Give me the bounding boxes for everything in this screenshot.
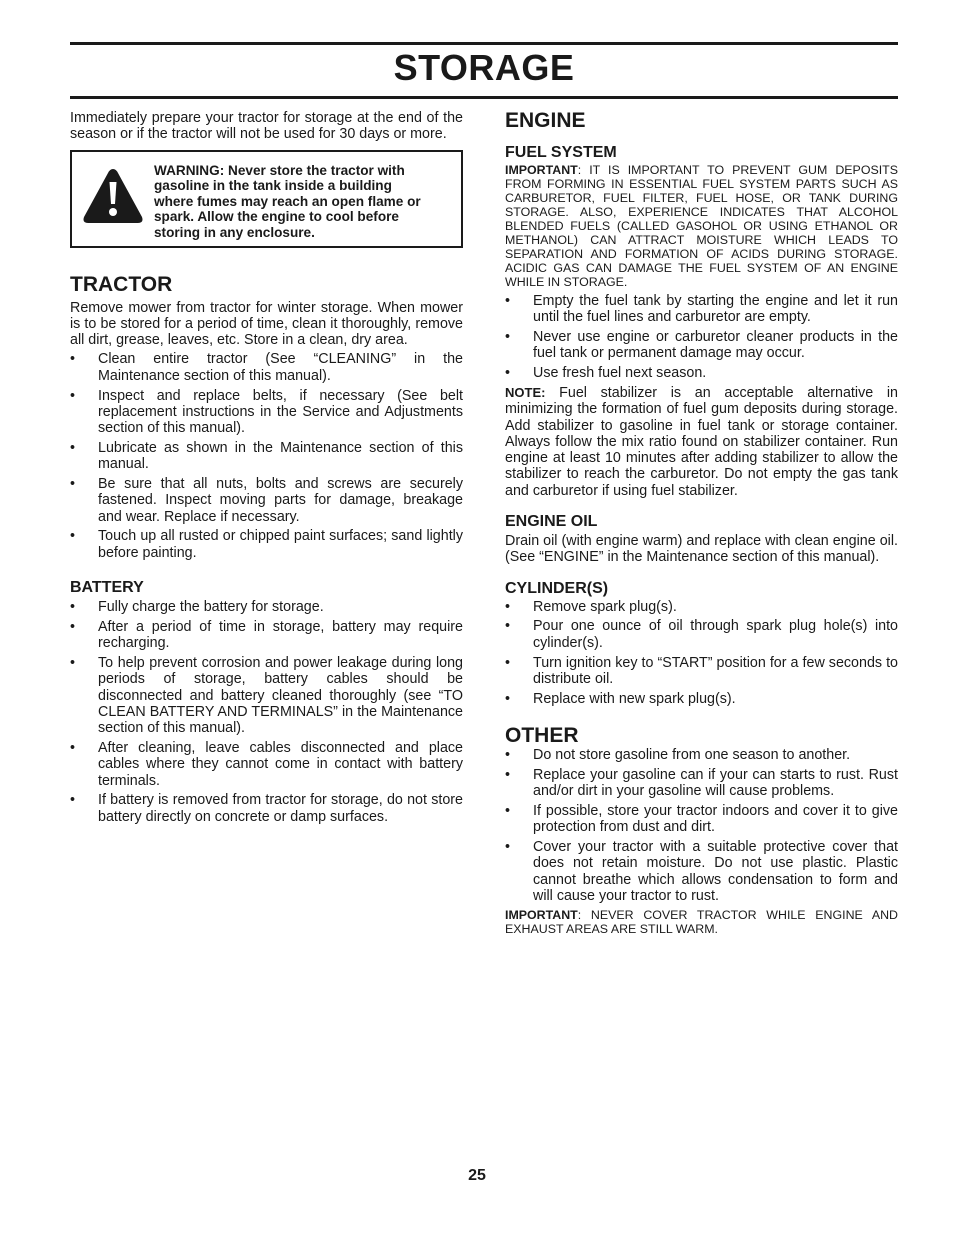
list-item: • To help prevent corrosion and power leakage during long periods of storage, battery cables should be disconnected and battery cleaned thoroughly (see “TO CLEAN BATTERY AND TERMINALS” in the Maintenance section of this manual). bbox=[70, 655, 463, 736]
list-item: • Replace with new spark plug(s). bbox=[505, 691, 898, 707]
fuel-system-heading: FUEL SYSTEM bbox=[505, 144, 617, 161]
other-list bbox=[505, 747, 898, 904]
list-item: • After cleaning, leave cables disconnected and place cables where they cannot come in contact with battery terminals. bbox=[70, 740, 463, 789]
list-item: • Never use engine or carburetor cleaner products in the fuel tank or permanent damage may occur. bbox=[505, 329, 898, 362]
intro-paragraph: Immediately prepare your tractor for storage at the end of the season or if the tractor will not be used for 30 days or more. bbox=[70, 110, 463, 143]
title-underline bbox=[70, 96, 898, 99]
important-text: : IT IS IMPORTANT TO PREVENT GUM DEPOSITS FROM FORMING IN ESSENTIAL FUEL SYSTEM PARTS SUCH AS CARBURETOR, FUEL FILTER, FUEL HOSE, OR TANK DURING STORAGE. ALSO, EXPERIENCE INDICATES THAT ALCOHOL BLENDED FUELS (CALLED GASOHOL OR USING ETHANOL OR METHANOL) CAN ATTRACT MOISTURE WHICH LEADS TO SEPARATION AND FORMATION OF ACIDS DURING STORAGE. ACIDIC GAS CAN DAMAGE THE FUEL SYSTEM OF AN ENGINE WHILE IN STORAGE. bbox=[505, 163, 898, 289]
list-item: • Pour one ounce of oil through spark plug hole(s) into cylinder(s). bbox=[505, 618, 898, 651]
list-item: • If battery is removed from tractor for storage, do not store battery directly on concrete or damp surfaces. bbox=[70, 792, 463, 825]
list-item: • Cover your tractor with a suitable protective cover that does not retain moisture. Do not use plastic. Plastic cannot breathe which allows condensation to form and will cause your tractor to rust. bbox=[505, 839, 898, 904]
important-label: IMPORTANT bbox=[505, 907, 578, 922]
list-item: • Clean entire tractor (See “CLEANING” in the Maintenance section of this manual). bbox=[70, 351, 463, 384]
cylinders-heading: CYLINDER(S) bbox=[505, 579, 609, 597]
other-important bbox=[505, 908, 898, 936]
list-item: • Be sure that all nuts, bolts and screws are securely fastened. Inspect moving parts for damage, breakage and wear. Replace if necessary. bbox=[70, 476, 463, 525]
left-column bbox=[70, 110, 463, 828]
list-item: • Do not store gasoline from one season to another. bbox=[505, 747, 898, 763]
list-item: • Remove spark plug(s). bbox=[505, 599, 898, 615]
battery-list bbox=[70, 599, 463, 825]
other-heading: OTHER bbox=[505, 723, 579, 747]
warning-box bbox=[70, 150, 463, 248]
tractor-list bbox=[70, 351, 463, 561]
note-text: Fuel stabilizer is an acceptable alternative in minimizing the formation of fuel gum deposits during storage. Add stabilizer to gasoline in fuel tank or storage container. Always follow the mix ratio found on stabilizer container. Run engine at least 10 minutes after adding stabilizer to allow the stabilizer to reach the carburetor. Do not empty the gas tank and carburetor if using fuel stabilizer. bbox=[505, 384, 898, 499]
list-item: • Replace your gasoline can if your can starts to rust. Rust and/or dirt in your gasoline will cause problems. bbox=[505, 767, 898, 800]
engine-oil-body: Drain oil (with engine warm) and replace with clean engine oil. (See “ENGINE” in the Maintenance section of this manual). bbox=[505, 533, 898, 566]
fuel-system-important bbox=[505, 163, 898, 289]
tractor-heading: TRACTOR bbox=[70, 272, 173, 296]
tractor-body: Remove mower from tractor for winter storage. When mower is to be stored for a period of time, clean it thoroughly, remove all dirt, grease, leaves, etc. Store in a clean, dry area. bbox=[70, 299, 463, 349]
important-label: IMPORTANT bbox=[505, 163, 578, 177]
right-column bbox=[505, 110, 898, 936]
engine-heading: ENGINE bbox=[505, 109, 586, 132]
list-item: • Inspect and replace belts, if necessary (See belt replacement instructions in the Service and Adjustments section of this manual). bbox=[70, 388, 463, 437]
warning-triangle-icon bbox=[82, 167, 144, 229]
warning-text: WARNING: Never store the tractor with gasoline in the tank inside a building where fumes may reach an open flame or spark. Allow the engine to cool before storing in any enclosure. bbox=[154, 162, 421, 240]
page-number: 25 bbox=[468, 1167, 486, 1184]
list-item: • Lubricate as shown in the Maintenance section of this manual. bbox=[70, 440, 463, 473]
list-item: • Touch up all rusted or chipped paint surfaces; sand lightly before painting. bbox=[70, 528, 463, 561]
page-title: STORAGE bbox=[393, 47, 575, 88]
cylinders-list bbox=[505, 599, 898, 707]
engine-oil-heading: ENGINE OIL bbox=[505, 513, 598, 531]
list-item: • After a period of time in storage, battery may require recharging. bbox=[70, 619, 463, 652]
list-item: • If possible, store your tractor indoors and cover it to give protection from dust and dirt. bbox=[505, 803, 898, 836]
note-label: NOTE: bbox=[505, 384, 546, 400]
list-item: • Use fresh fuel next season. bbox=[505, 365, 898, 381]
list-item: • Turn ignition key to “START” position for a few seconds to distribute oil. bbox=[505, 655, 898, 688]
list-item: • Empty the fuel tank by starting the engine and let it run until the fuel lines and carburetor are empty. bbox=[505, 293, 898, 326]
fuel-note bbox=[505, 385, 898, 499]
fuel-system-list bbox=[505, 293, 898, 381]
important-text: : NEVER COVER TRACTOR WHILE ENGINE AND EXHAUST AREAS ARE STILL WARM. bbox=[505, 907, 898, 936]
battery-heading: BATTERY bbox=[70, 579, 144, 597]
list-item: • Fully charge the battery for storage. bbox=[70, 599, 463, 615]
